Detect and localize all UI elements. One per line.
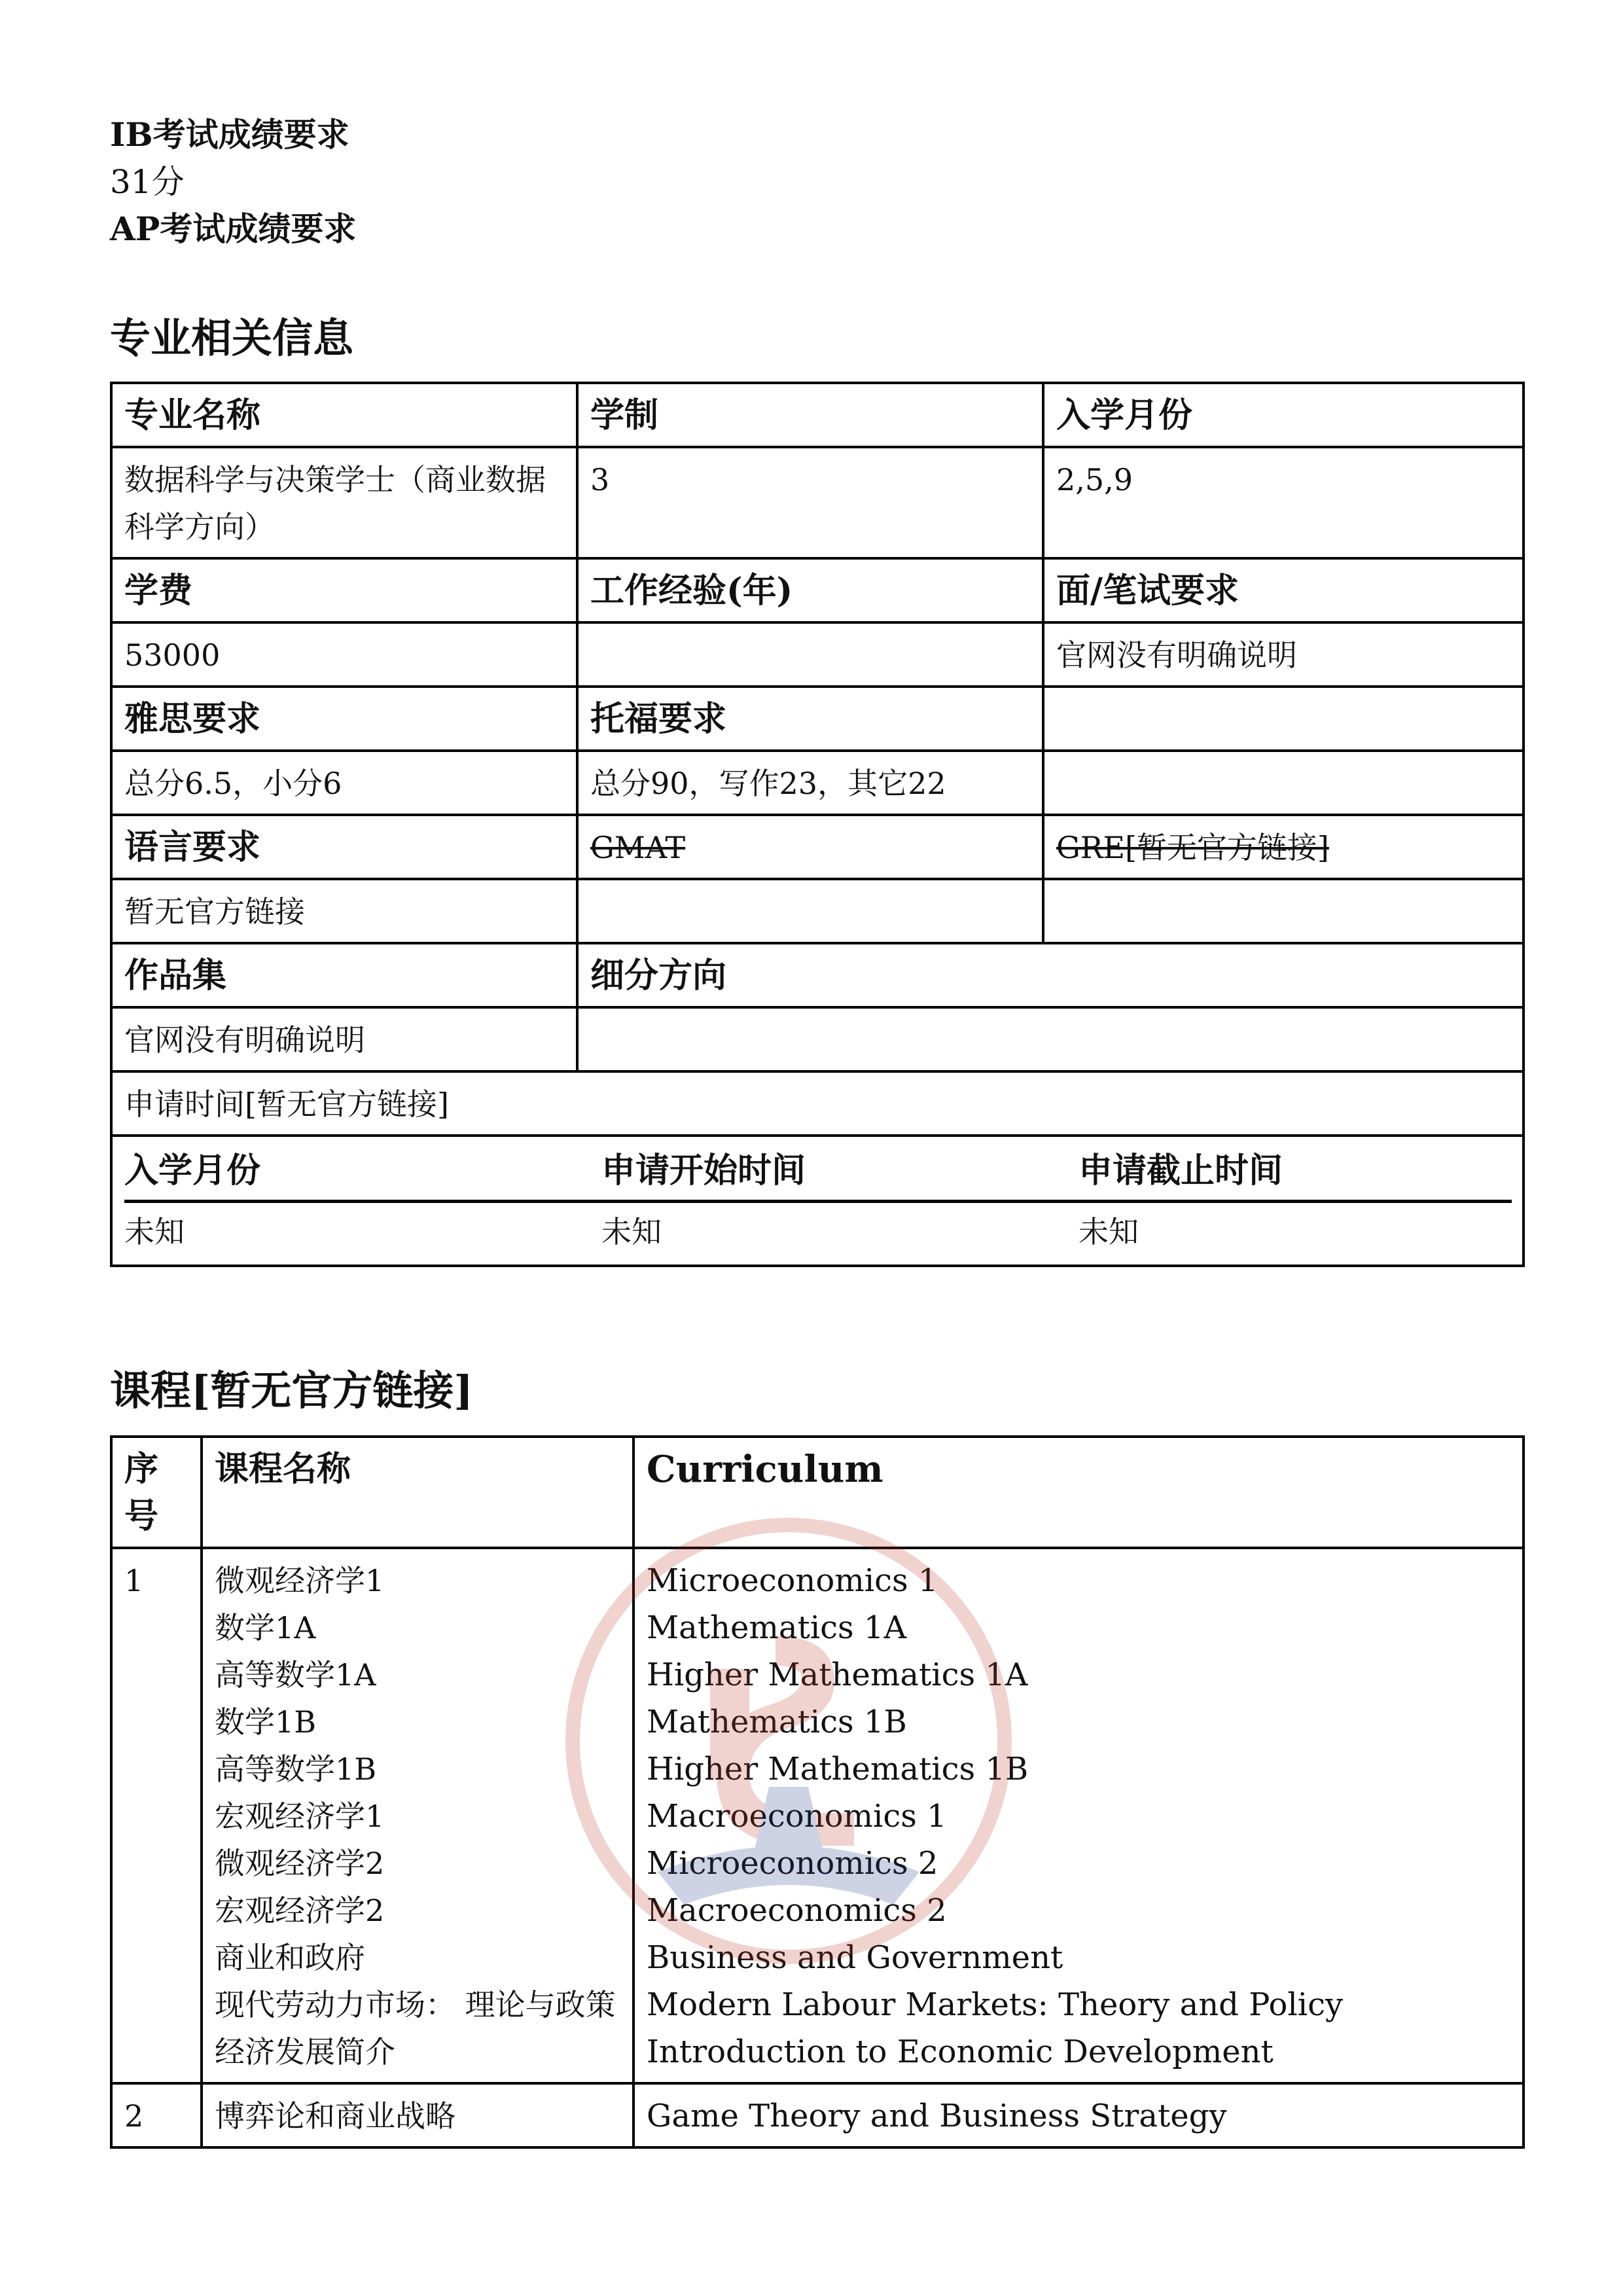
header-language: 语言要求	[111, 815, 577, 879]
header-empty	[1043, 687, 1524, 751]
header-work-experience: 工作经验(年)	[577, 558, 1043, 622]
intake-month-value: 2,5,9	[1043, 447, 1524, 558]
curriculum-list	[633, 1548, 1524, 2083]
header-gre: GRE[暂无官方链接]	[1043, 815, 1524, 879]
specialization-value	[577, 1007, 1524, 1071]
table-row	[111, 1548, 1524, 2083]
course-name-list	[202, 2083, 633, 2147]
ielts-value: 总分6.5，小分6	[111, 751, 577, 815]
list-item: 宏观经济学1	[215, 1799, 385, 1834]
gre-value	[1043, 879, 1524, 943]
list-item: 高等数学1A	[215, 1657, 376, 1693]
gmat-value	[577, 879, 1043, 943]
major-name-value: 数据科学与决策学士（商业数据科学方向）	[111, 447, 577, 558]
header-specialization: 细分方向	[577, 943, 1524, 1007]
header-interview: 面/笔试要求	[1043, 558, 1524, 622]
table-row	[111, 558, 1524, 622]
empty-value	[1043, 751, 1524, 815]
schedule-header-deadline: 申请截止时间	[1079, 1137, 1512, 1203]
list-item: 宏观经济学2	[215, 1893, 385, 1928]
list-item: Mathematics 1B	[647, 1704, 907, 1740]
list-item: 经济发展简介	[215, 2034, 395, 2070]
major-info-table	[110, 382, 1525, 1267]
list-item: Macroeconomics 2	[647, 1892, 947, 1929]
header-duration: 学制	[577, 383, 1043, 447]
list-item: 现代劳动力市场： 理论与政策	[215, 1987, 616, 2022]
table-row	[111, 687, 1524, 751]
duration-value: 3	[577, 447, 1043, 558]
list-item: 博弈论和商业战略	[215, 2098, 455, 2134]
tuition-value: 53000	[111, 622, 577, 687]
table-row	[111, 1437, 1524, 1548]
header-number: 序号	[111, 1437, 202, 1548]
schedule-intake-value: 未知	[124, 1214, 185, 1249]
schedule-header-intake: 入学月份	[124, 1137, 601, 1203]
curriculum-list	[633, 2083, 1524, 2147]
list-item: 数学1A	[215, 1610, 316, 1645]
list-item: Introduction to Economic Development	[647, 2034, 1274, 2070]
schedule-header-start: 申请开始时间	[601, 1137, 1079, 1203]
table-row	[111, 383, 1524, 447]
ib-label: IB考试成绩要求	[110, 115, 349, 154]
ib-value: 31分	[110, 163, 185, 201]
row-number: 1	[111, 1548, 202, 2083]
exam-requirements	[110, 111, 1522, 253]
table-row	[111, 622, 1524, 687]
portfolio-value: 官网没有明确说明	[111, 1007, 577, 1071]
list-item: 微观经济学2	[215, 1846, 385, 1881]
courses-table	[110, 1435, 1525, 2149]
header-toefl: 托福要求	[577, 687, 1043, 751]
header-intake-month: 入学月份	[1043, 383, 1524, 447]
list-item: 数学1B	[215, 1704, 317, 1740]
table-row	[111, 815, 1524, 879]
list-item: Mathematics 1A	[647, 1609, 907, 1646]
table-row	[111, 751, 1524, 815]
table-row	[111, 1071, 1524, 1136]
row-number: 2	[111, 2083, 202, 2147]
table-row	[111, 1007, 1524, 1071]
list-item: Game Theory and Business Strategy	[647, 2098, 1227, 2134]
schedule-start-value: 未知	[601, 1214, 662, 1249]
language-value: 暂无官方链接	[111, 879, 577, 943]
application-time-label: 申请时间[暂无官方链接]	[111, 1071, 1524, 1136]
header-course-name: 课程名称	[202, 1437, 633, 1548]
table-row	[111, 943, 1524, 1007]
work-experience-value	[577, 622, 1043, 687]
list-item: Higher Mathematics 1A	[647, 1657, 1028, 1693]
list-item: 高等数学1B	[215, 1751, 377, 1787]
list-item: 微观经济学1	[215, 1563, 385, 1598]
header-gmat: GMAT	[577, 815, 1043, 879]
document-page	[110, 111, 1522, 2134]
header-curriculum: Curriculum	[633, 1437, 1524, 1548]
table-row	[111, 2083, 1524, 2147]
list-item: Business and Government	[647, 1939, 1063, 1976]
table-row	[111, 1136, 1524, 1266]
schedule-cell	[111, 1136, 1524, 1266]
toefl-value: 总分90，写作23，其它22	[577, 751, 1043, 815]
header-tuition: 学费	[111, 558, 577, 622]
list-item: Macroeconomics 1	[647, 1798, 947, 1835]
courses-title: 课程[暂无官方链接]	[110, 1367, 473, 1414]
list-item: Microeconomics 2	[647, 1845, 938, 1882]
schedule-deadline-value: 未知	[1079, 1214, 1139, 1249]
ap-label: AP考试成绩要求	[110, 209, 357, 248]
schedule-grid	[124, 1137, 1512, 1265]
list-item: Higher Mathematics 1B	[647, 1751, 1029, 1787]
table-row	[111, 879, 1524, 943]
interview-value: 官网没有明确说明	[1043, 622, 1524, 687]
list-item: Modern Labour Markets: Theory and Policy	[647, 1986, 1344, 2023]
header-ielts: 雅思要求	[111, 687, 577, 751]
table-row	[111, 447, 1524, 558]
major-info-title: 专业相关信息	[110, 314, 354, 362]
header-major-name: 专业名称	[111, 383, 577, 447]
list-item: Microeconomics 1	[647, 1562, 938, 1599]
header-portfolio: 作品集	[111, 943, 577, 1007]
course-name-list	[202, 1548, 633, 2083]
list-item: 商业和政府	[215, 1940, 365, 1975]
